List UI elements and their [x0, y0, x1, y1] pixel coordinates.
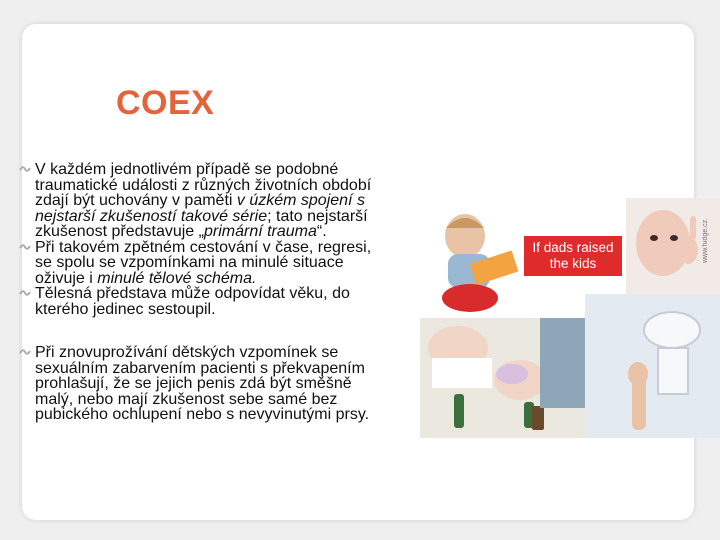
bullet-list: [22, 162, 377, 423]
photo-collage-illustration: [420, 198, 720, 438]
tilde-bullet-icon: [18, 286, 32, 300]
bullet-item: [22, 286, 377, 317]
bullet-item: [22, 345, 377, 423]
slide-title: COEX: [116, 84, 215, 122]
bullet-text: V každém jednotlivém případě se podobné traumatické události z různých životních období zdají být uchovány v paměti v úzkém spojení s nejstarší zkušeností takové série; tato nejstarší zkušenost představuje „primární trauma“.: [35, 161, 372, 240]
bullet-text: Tělesná představa může odpovídat věku, do kterého jedinec sestoupil.: [35, 285, 350, 318]
tilde-bullet-icon: [18, 162, 32, 176]
bullet-text: Při znovuprožívání dětských vzpomínek se sexuálním zabarvením pacienti s překvapením prohlašují, že se jejich penis zdá být směšně malý, nebo mají zkušenost sebe samé bez pubického ochlupení nebo s nevyvinutými prsy.: [35, 344, 370, 423]
tilde-bullet-icon: [18, 240, 32, 254]
bullet-item: [22, 162, 377, 240]
image-watermark: www.fudge.cz: [702, 219, 709, 263]
tilde-bullet-icon: [18, 345, 32, 359]
image-caption: If dads raised the kids: [524, 236, 622, 276]
bullet-item: [22, 240, 377, 287]
photo-collage: [420, 198, 720, 438]
bullet-text: Při takovém zpětném cestování v čase, regresi, se spolu se vzpomínkami na minulé situace oživuje i minulé tělové schéma.: [35, 238, 372, 287]
